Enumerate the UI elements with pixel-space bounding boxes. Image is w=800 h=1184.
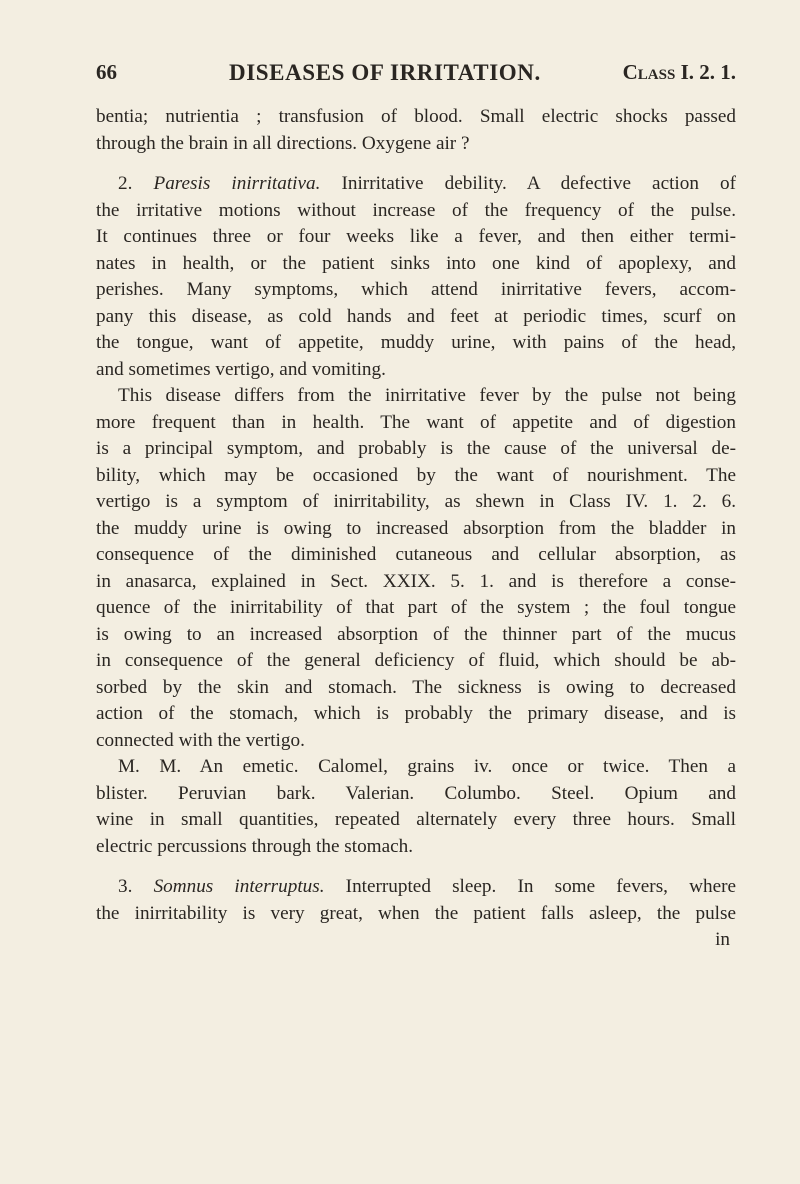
text-line-somnus-heading: 3. Somnus interruptus. Interrupted sleep. In some fevers, where [118, 876, 736, 897]
text-line: It continues three or four weeks like a fever, and then either termi- [96, 226, 736, 247]
text-line: bility, which may be occasioned by the want of nourishment. The [96, 464, 736, 486]
page-number: 66 [96, 60, 117, 84]
text-line-paresis-heading: 2. Paresis inirritativa. Inirritative debility. A defective action of [118, 173, 736, 194]
text-line: wine in small quantities, repeated alternately every three hours. Small [96, 809, 736, 830]
text-line: consequence of the diminished cutaneous and cellular absorption, as [96, 544, 736, 565]
text-line: This disease differs from the inirritative fever by the pulse not being [118, 385, 736, 406]
catchword: in [715, 929, 730, 950]
text-line: perishes. Many symptoms, which attend inirritative fevers, accom- [96, 279, 736, 300]
page-header [96, 60, 736, 90]
body-text [96, 104, 736, 954]
italic-term-somnus: Somnus interruptus. [153, 876, 325, 897]
text-line: is owing to an increased absorption of the thinner part of the mucus [96, 623, 736, 645]
text-line: and sometimes vertigo, and vomiting. [96, 358, 386, 380]
text-line: the inirritability is very great, when the patient falls asleep, the pulse [96, 902, 736, 924]
class-reference: Class I. 2. 1. [622, 60, 736, 84]
italic-term-paresis: Paresis inirritativa. [153, 173, 321, 194]
text-line: more frequent than in health. The want of appetite and of digestion [96, 411, 736, 433]
text-line: the muddy urine is owing to increased absorption from the bladder in [96, 517, 736, 539]
text-line: is a principal symptom, and probably is the cause of the universal de- [96, 438, 736, 459]
text-line: pany this disease, as cold hands and feet at periodic times, scurf on [96, 305, 736, 327]
text-line: electric percussions through the stomach. [96, 835, 414, 857]
running-title: DISEASES OF IRRITATION. [229, 60, 541, 85]
text-line: action of the stomach, which is probably the primary disease, and is [96, 703, 736, 724]
text-line: bentia; nutrientia ; transfusion of blood. Small electric shocks passed [96, 106, 736, 127]
text-line: sorbed by the skin and stomach. The sickness is owing to decreased [96, 676, 736, 698]
text-line: in anasarca, explained in Sect. XXIX. 5. 1. and is therefore a conse- [96, 570, 736, 592]
text-line: connected with the vertigo. [96, 729, 305, 751]
text-line: nates in health, or the patient sinks into one kind of apoplexy, and [96, 252, 736, 274]
text-line: in consequence of the general deficiency of fluid, which should be ab- [96, 650, 736, 671]
text-line: vertigo is a symptom of inirritability, as shewn in Class IV. 1. 2. 6. [96, 491, 736, 512]
text-line: blister. Peruvian bark. Valerian. Columbo. Steel. Opium and [96, 782, 736, 804]
text-line-medicine: M. M. An emetic. Calomel, grains iv. once or twice. Then a [118, 756, 736, 777]
text-line: through the brain in all directions. Oxygene air ? [96, 132, 470, 154]
text-line: the irritative motions without increase of the frequency of the pulse. [96, 199, 736, 221]
text-line: quence of the inirritability of that part of the system ; the foul tongue [96, 597, 736, 618]
text-line: the tongue, want of appetite, muddy urine, with pains of the head, [96, 332, 736, 353]
